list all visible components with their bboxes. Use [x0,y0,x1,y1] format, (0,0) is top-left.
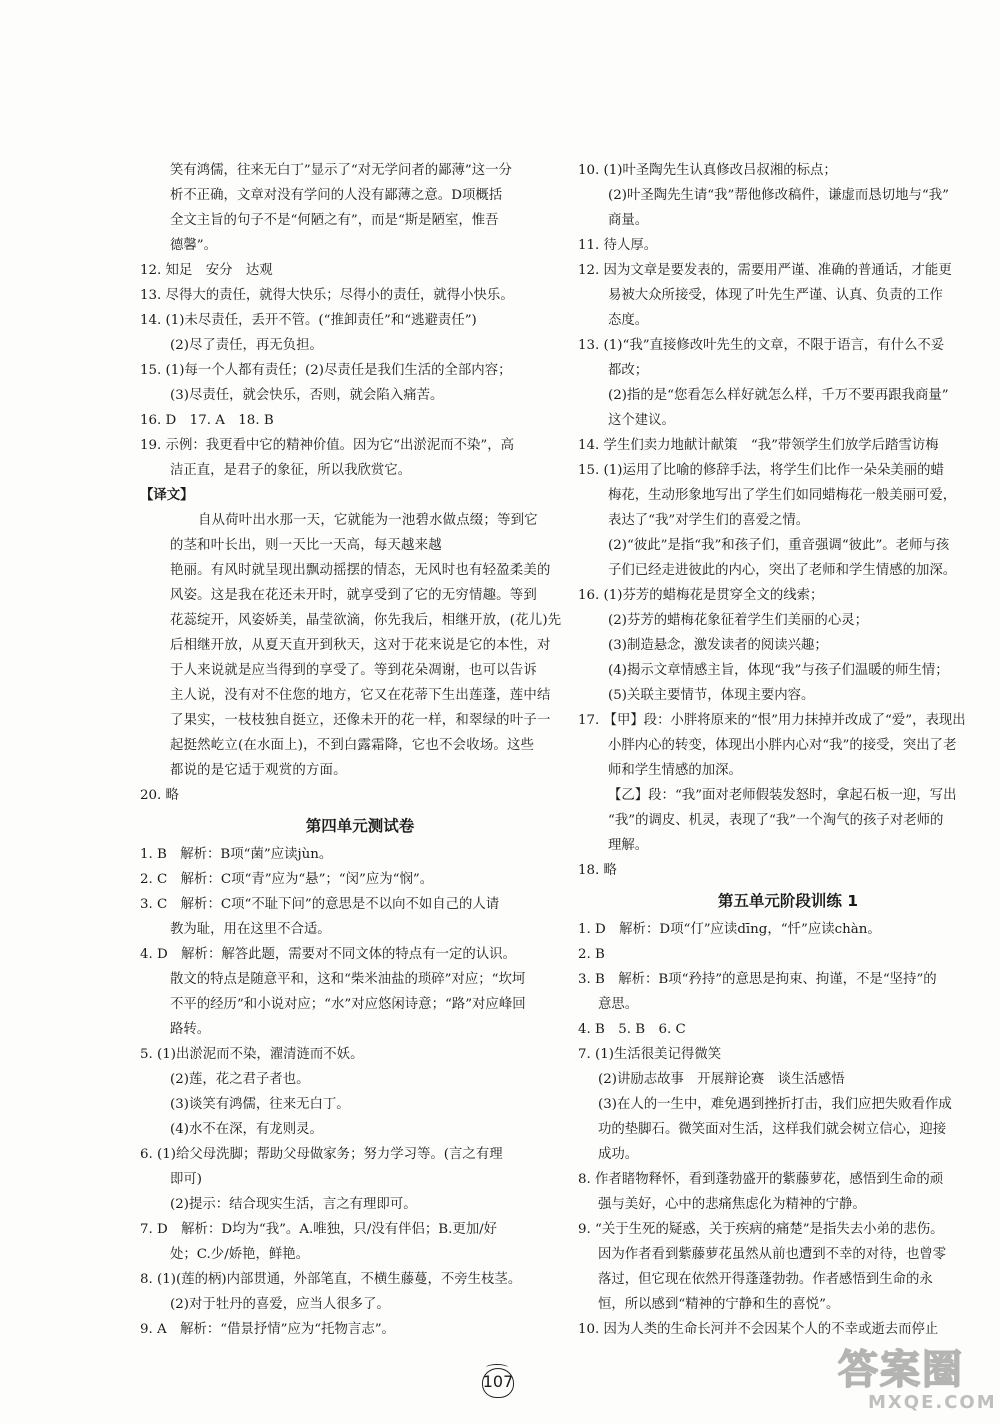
text-line: 散文的特点是随意平和，这和“柴米油盐的琐碎”对应；“坎坷 [170,972,526,987]
text-line: 不平的经历”和小说对应；“水”对应悠闲诗意；“路”对应峰回 [170,997,526,1012]
text-line: 3. B 解析：B项“矜持”的意思是拘束、拘谨，不是“坚持”的 [578,972,937,987]
text-line: 强与美好，心中的悲痛焦虑化为精神的宁静。 [598,1197,866,1212]
text-line: (3)尽责任，就会快乐，否则，就会陷入痛苦。 [170,388,444,403]
text-line: 8. (1)(莲的柄)内部贯通，外部笔直，不横生藤蔓，不旁生枝茎。 [140,1272,522,1287]
text-line: 4. B 5. B 6. C [578,1022,686,1037]
text-line: 落过，但它现在依然开得蓬蓬勃勃。作者感悟到生命的永 [598,1272,933,1287]
text-line: 11. 待人厚。 [578,238,658,253]
text-line: 因为作者看到紫藤萝花虽然从前也遭到不幸的对待，也曾零 [598,1247,947,1262]
text-line: 【译文】 [140,487,194,503]
text-line: 花蕊绽开，风姿娇美，晶莹欲滴，你先我后，相继开放，(花儿)先 [170,613,562,628]
text-line: 都说的是它适于观赏的方面。 [170,763,347,778]
text-line: 德馨”。 [170,238,218,253]
text-line: 9. “关于生死的疑惑，关于疾病的痛楚”是指失去小弟的悲伤。 [578,1222,944,1237]
text-line: 7. (1)生活很美记得微笑 [578,1047,722,1062]
text-line: 处；C.少/娇艳，鲜艳。 [170,1247,310,1262]
text-line: (4)水不在深，有龙则灵。 [170,1122,323,1137]
text-line: (3)制造悬念，激发读者的阅读兴趣； [608,638,828,653]
text-line: 9. A 解析：“借景抒情”应为“托物言志”。 [140,1322,395,1337]
text-line: 易被大众所接受，体现了叶先生严谨、认真、负责的工作 [608,288,943,303]
text-line: 子们已经走进彼此的内心，突出了老师和学生情感的加深。 [608,563,957,578]
text-line: 表达了“我”对学生们的喜爱之情。 [608,513,810,528]
text-line: 16. (1)芬芳的蜡梅花是贯穿全文的线索； [578,588,824,603]
text-line: 理解。 [608,838,649,853]
text-line: (2)莲，花之君子者也。 [170,1072,310,1087]
text-line: 2. C 解析：C项“青”应为“悬”；“闵”应为“悯”。 [140,872,434,887]
text-line: 教为耻，用在这里不合适。 [170,922,331,937]
text-line: 16. D 17. A 18. B [140,413,274,428]
right-answers-part1 [578,158,998,883]
text-line: 后相继开放，从夏天直开到秋天，这对于花来说是它的本性，对 [170,638,551,653]
watermark-url: MXQE.COM [868,1392,997,1413]
text-line: (3)谈笑有鸿儒，往来无白丁。 [170,1097,350,1112]
text-line: 17. 【甲】段：小胖将原来的“恨”用力抹掉并改成了“爱”，表现出 [578,713,966,728]
text-line: (2)“彼此”是指“我”和孩子们，重音强调“彼此”。老师与孩 [608,538,950,553]
text-line: (2)讲励志故事 开展辩论赛 谈生活感悟 [598,1072,845,1087]
text-line: 商量。 [608,213,649,228]
text-line: 12. 因为文章是要发表的，需要用严谨、准确的普通话，才能更 [578,263,952,278]
text-line: 1. D 解析：D项“仃”应读dīng，“忏”应读chàn。 [578,922,881,937]
text-line: 析不正确，文章对没有学问的人没有鄙薄之意。D项概括 [170,188,503,203]
page-number: 107 [478,1362,518,1402]
text-line: “我”的调皮、机灵，表现了“我”一个淘气的孩子对老师的 [608,813,944,828]
text-line: 小胖内心的转变，体现出小胖内心对“我”的接受，突出了老 [608,738,957,753]
text-line: 意思。 [598,997,639,1012]
text-line: (2)指的是“您看怎么样好就怎么样，千万不要再跟我商量” [608,388,949,403]
text-line: (2)芬芳的蜡梅花象征着学生们美丽的心灵； [608,613,868,628]
text-line: 3. C 解析：C项“不耻下问”的意思是不以向不如自己的人请 [140,897,500,912]
text-line: 洁正直，是君子的象征，所以我欣赏它。 [170,463,412,478]
text-line: 都改； [608,363,649,378]
text-line: (2)对于牡丹的喜爱，应当人很多了。 [170,1297,390,1312]
right-answers-part2 [578,917,998,1342]
text-line: 18. 略 [578,863,617,878]
watermark-logo [832,1338,997,1418]
text-line: 全文主旨的句子不是“何陋之有”，而是“斯是陋室，惟吾 [170,213,499,228]
text-line: 13. (1)“我”直接修改叶先生的文章，不限于语言，有什么不妥 [578,338,945,353]
text-line: 了果实，一枝枝独自挺立，还像未开的花一样，和翠绿的叶子一 [170,713,551,728]
text-line: 主人说，没有对不住您的地方，它又在花蒂下生出莲蓬，莲中结 [170,688,551,703]
text-line: 13. 尽得大的责任，就得大快乐；尽得小的责任，就得小快乐。 [140,288,514,303]
text-line: 风姿。这是我在花还未开时，就享受到了它的无穷情趣。等到 [170,588,537,603]
text-line: 15. (1)运用了比喻的修辞手法，将学生们比作一朵朵美丽的蜡 [578,463,944,478]
left-answers-part1 [140,158,580,808]
text-line: 5. (1)出淤泥而不染，濯清涟而不妖。 [140,1047,364,1062]
text-line: (2)提示：结合现实生活，言之有理即可。 [170,1197,417,1212]
text-line: 15. (1)每一个人都有责任；(2)尽责任是我们生活的全部内容； [140,363,512,378]
left-answers-part2 [140,842,580,1342]
text-line: 自从荷叶出水那一天，它就能为一池碧水做点缀；等到它 [198,513,538,528]
text-line: 的茎和叶长出，则一天比一天高，每天越来越 [170,538,442,553]
text-line: 即可) [170,1172,203,1187]
text-line: 7. D 解析：D均为“我”。A.唯独，只/没有伴侣；B.更加/好 [140,1222,498,1237]
text-line: 19. 示例：我更看中它的精神价值。因为它“出淤泥而不染”，高 [140,438,515,453]
watermark-text: 答案圈 [838,1347,964,1393]
text-line: 2. B [578,947,605,962]
text-line: 10. (1)叶圣陶先生认真修改吕叔湘的标点； [578,163,837,178]
left-column [140,158,580,1342]
text-line: 这个建议。 [608,413,675,428]
text-line: 于人来说就是应当得到的享受了。等到花朵凋谢，也可以告诉 [170,663,537,678]
text-line: 4. D 解析：解答此题，需要对不同文体的特点有一定的认识。 [140,947,516,962]
text-line: 8. 作者睹物释怀，看到蓬勃盛开的紫藤萝花，感悟到生命的顽 [578,1172,944,1187]
text-line: 起挺然屹立(在水面上)，不到白露霜降，它也不会收场。这些 [170,738,535,753]
text-line: 成功。 [598,1147,639,1162]
text-line: 恒，所以感到“精神的宁静和生的喜悦”。 [598,1297,840,1312]
text-line: 路转。 [170,1022,211,1037]
text-line: 1. B 解析：B项“菌”应读jùn。 [140,847,333,862]
text-line: (4)揭示文章情感主旨，体现“我”与孩子们温暖的师生情； [608,663,949,678]
text-line: 功的垫脚石。微笑面对生活，这样我们就会树立信心，迎接 [598,1122,947,1137]
text-line: 梅花，生动形象地写出了学生们如同蜡梅花一般美丽可爱， [608,488,957,503]
text-line: 【乙】段：“我”面对老师假装发怒时，拿起石板一迎，写出 [608,788,957,803]
text-line: 6. (1)给父母洗脚；帮助父母做家务；努力学习等。(言之有理 [140,1147,503,1162]
text-line: 12. 知足 安分 达观 [140,263,273,278]
text-line: (3)在人的一生中，难免遇到挫折打击，我们应把失败看作成 [598,1097,952,1112]
text-line: 10. 因为人类的生命长河并不会因某个人的不幸或逝去而停止 [578,1322,939,1337]
text-line: (2)尽了责任，再无负担。 [170,338,323,353]
unit5-heading: 第五单元阶段训练 1 [717,892,859,910]
text-line: (2)叶圣陶先生请“我”帮他修改稿件，谦虚而恳切地与“我” [608,188,949,203]
text-line: 态度。 [608,313,649,328]
text-line: 14. 学生们卖力地献计献策 “我”带领学生们放学后踏雪访梅 [578,438,939,453]
text-line: 14. (1)未尽责任，丢开不管。(“推卸责任”和“逃避责任”) [140,313,477,328]
text-line: 师和学生情感的加深。 [608,763,742,778]
text-line: (5)关联主要情节，体现主要内容。 [608,688,815,703]
text-line: 20. 略 [140,788,179,803]
text-line: 艳丽。有风时就呈现出飘动摇摆的情态，无风时也有轻盈柔美的 [170,563,551,578]
unit4-heading: 第四单元测试卷 [305,817,415,835]
right-column [578,158,998,1342]
text-line: 笑有鸿儒，往来无白丁”显示了“对无学问者的鄙薄”这一分 [170,163,512,178]
